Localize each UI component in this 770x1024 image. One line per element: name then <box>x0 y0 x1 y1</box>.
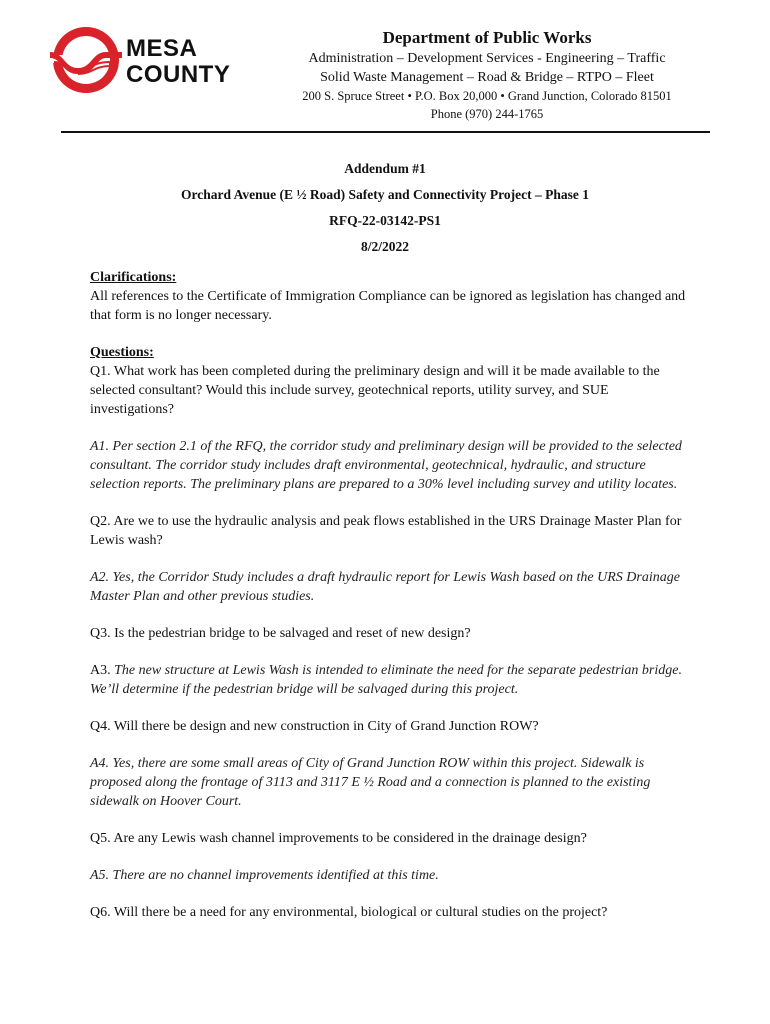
question-6: Q6. Will there be a need for any environmental, biological or cultural studies on the project? <box>90 905 608 920</box>
clarifications-text: All references to the Certificate of Immigration Compliance can be ignored as legislation has changed and that form is no longer necessary. <box>90 289 686 323</box>
project-title: Orchard Avenue (E ½ Road) Safety and Connectivity Project – Phase 1 <box>181 187 589 202</box>
logo-word-mesa: MESA <box>126 35 198 62</box>
mesa-county-logo <box>50 22 250 98</box>
rfq-number: RFQ-22-03142-PS1 <box>329 213 441 228</box>
question-1: Q1. What work has been completed during the preliminary design and will it be made available to the selected consultant? Would this include survey, geotechnical reports, utility survey, and SUE investigations? <box>90 364 660 417</box>
answer-3 <box>90 661 690 699</box>
question-2: Q2. Are we to use the hydraulic analysis and peak flows established in the URS Drainage Master Plan for Lewis wash? <box>90 514 682 548</box>
divisions-line-2: Solid Waste Management – Road & Bridge – RTPO – Fleet <box>320 70 654 85</box>
question-5: Q5. Are any Lewis wash channel improvements to be considered in the drainage design? <box>90 831 587 846</box>
department-title: Department of Public Works <box>382 28 592 47</box>
phone-line: Phone (970) 244-1765 <box>430 107 544 121</box>
header-divider <box>61 131 710 133</box>
questions-heading: Questions: <box>90 345 154 360</box>
question-3: Q3. Is the pedestrian bridge to be salvaged and reset of new design? <box>90 626 471 641</box>
answer-5: A5. There are no channel improvements identified at this time. <box>90 868 439 883</box>
answer-2: A2. Yes, the Corridor Study includes a draft hydraulic report for Lewis Wash based on the URS Drainage Master Plan and other previous studies. <box>90 570 680 604</box>
addendum-title: Addendum #1 <box>344 161 426 176</box>
answer-3-text: The new structure at Lewis Wash is intended to eliminate the need for the separate pedestrian bridge. We’ll determine if the pedestrian bridge will be salvaged during this project. <box>90 663 682 697</box>
logo-wordmark <box>126 36 230 88</box>
answer-3-prefix: A3. <box>90 663 115 678</box>
letterhead <box>262 27 712 123</box>
divisions-line-1: Administration – Development Services - Engineering – Traffic <box>308 51 666 66</box>
document-body <box>90 268 690 922</box>
answer-1: A1. Per section 2.1 of the RFQ, the corridor study and preliminary design will be provided to the selected consultant. The corridor study includes draft environmental, geotechnical, hydraulic, and structure selection reports. The preliminary plans are prepared to a 30% level including survey and utility locates. <box>90 439 682 492</box>
addendum-date: 8/2/2022 <box>360 239 409 254</box>
addendum-heading <box>60 160 710 264</box>
logo-word-county: COUNTY <box>126 61 231 88</box>
address-line: 200 S. Spruce Street • P.O. Box 20,000 • Grand Junction, Colorado 81501 <box>302 89 672 103</box>
clarifications-heading: Clarifications: <box>90 270 177 285</box>
question-4: Q4. Will there be design and new construction in City of Grand Junction ROW? <box>90 719 539 734</box>
answer-4: A4. Yes, there are some small areas of City of Grand Junction ROW within this project. Sidewalk is proposed along the frontage of 3113 and 3117 E ½ Road and a connection is planned to the existing sidewalk on Hoover Court. <box>90 756 651 809</box>
